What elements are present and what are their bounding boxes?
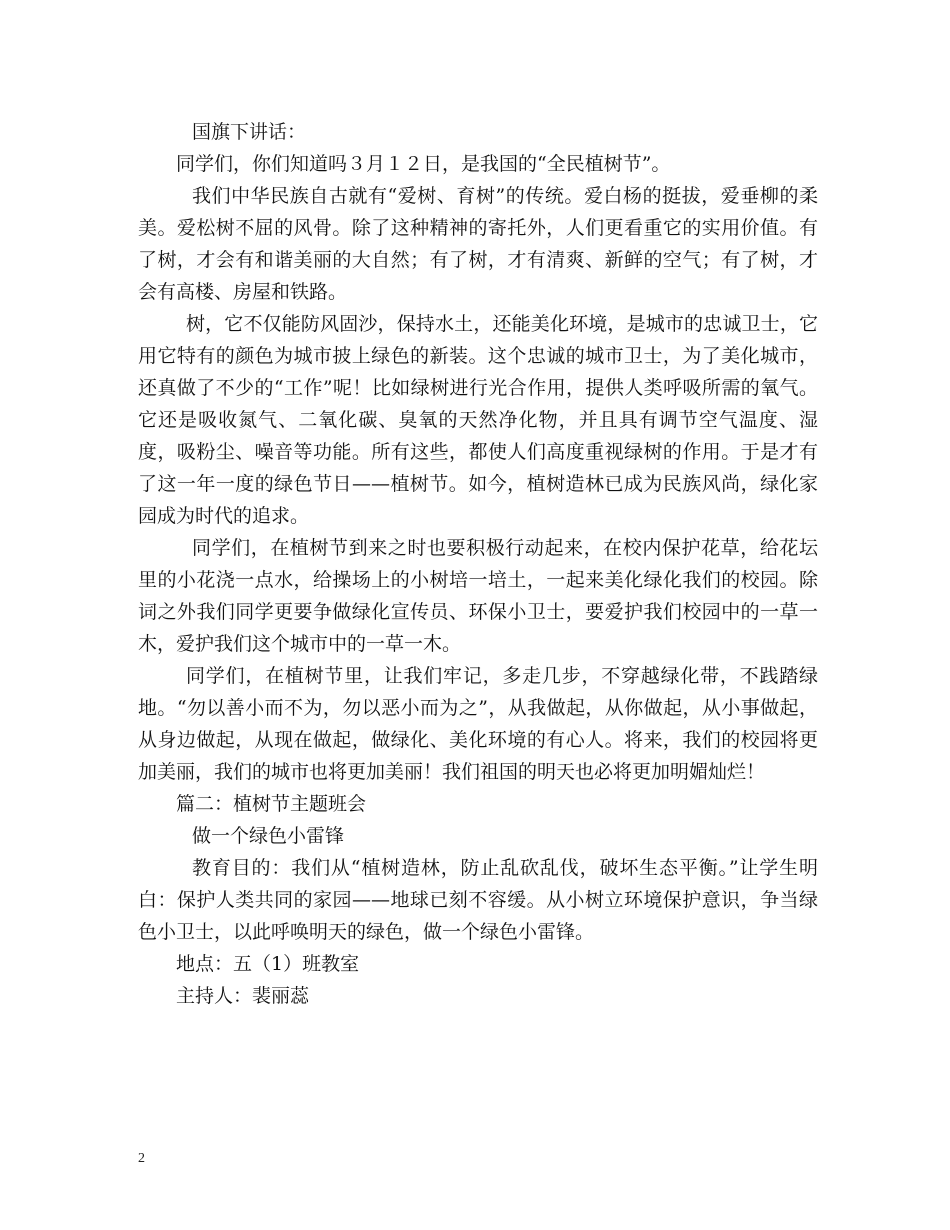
paragraph-tree-function: 树，它不仅能防风固沙，保持水土，还能美化环境，是城市的忠诚卫士，它用它特有的颜色为城市披上绿色的新装。这个忠诚的城市卫士，为了美化城市，还真做了不少的“工作”呢！比如绿树进行光合作用，提供人类呼吸所需的氧气。它还是吸收氮气、二氧化碳、臭氧的天然净化物，并且具有调节空气温度、湿度，吸粉尘、噪音等功能。所有这些，都使人们高度重视绿树的作用。于是才有了这一年一度的绿色节日——植树节。如今，植树造林已成为民族风尚，绿化家园成为时代的追求。 bbox=[138, 313, 818, 527]
document-body bbox=[138, 116, 818, 1012]
paragraph-speech-title: 国旗下讲话： bbox=[192, 121, 307, 143]
section-two-heading: 篇二：植树节主题班会 bbox=[176, 793, 367, 815]
paragraph-tradition: 我们中华民族自古就有“爱树、育树”的传统。爱白杨的挺拔，爱垂柳的柔美。爱松树不屈的风骨。除了这种精神的寄托外，人们更看重它的实用价值。有了树，才会有和谐美丽的大自然；有了树，才有清爽、新鲜的空气；有了树，才会有高楼、房屋和铁路。 bbox=[138, 185, 818, 303]
section-two-subtitle: 做一个绿色小雷锋 bbox=[192, 825, 345, 847]
paragraph-host: 主持人：裴丽蕊 bbox=[176, 985, 310, 1007]
paragraph-call-to-action: 同学们，在植树节到来之时也要积极行动起来，在校内保护花草，给花坛里的小花浇一点水，给操场上的小树培一培土，一起来美化绿化我们的校园。除词之外我们同学更要争做绿化宣传员、环保小卫士，要爱护我们校园中的一草一木，爱护我们这个城市中的一草一木。 bbox=[138, 537, 818, 655]
page-number: 2 bbox=[138, 1151, 145, 1166]
paragraph-greeting: 同学们，你们知道吗３月１２日，是我国的“全民植树节”。 bbox=[176, 153, 671, 175]
paragraph-education-goal: 教育目的：我们从“植树造林，防止乱砍乱伐，破坏生态平衡。”让学生明白：保护人类共同的家园——地球已刻不容缓。从小树立环境保护意识，争当绿色小卫士，以此呼唤明天的绿色，做一个绿色小雷锋。 bbox=[138, 857, 818, 943]
paragraph-closing: 同学们，在植树节里，让我们牢记，多走几步，不穿越绿化带，不践踏绿地。“勿以善小而不为，勿以恶小而为之”，从我做起，从你做起，从小事做起，从身边做起，从现在做起，做绿化、美化环境的有心人。将来，我们的校园将更加美丽，我们的城市也将更加美丽！我们祖国的明天也必将更加明媚灿烂！ bbox=[138, 665, 818, 783]
paragraph-location: 地点：五（1）班教室 bbox=[176, 953, 360, 975]
